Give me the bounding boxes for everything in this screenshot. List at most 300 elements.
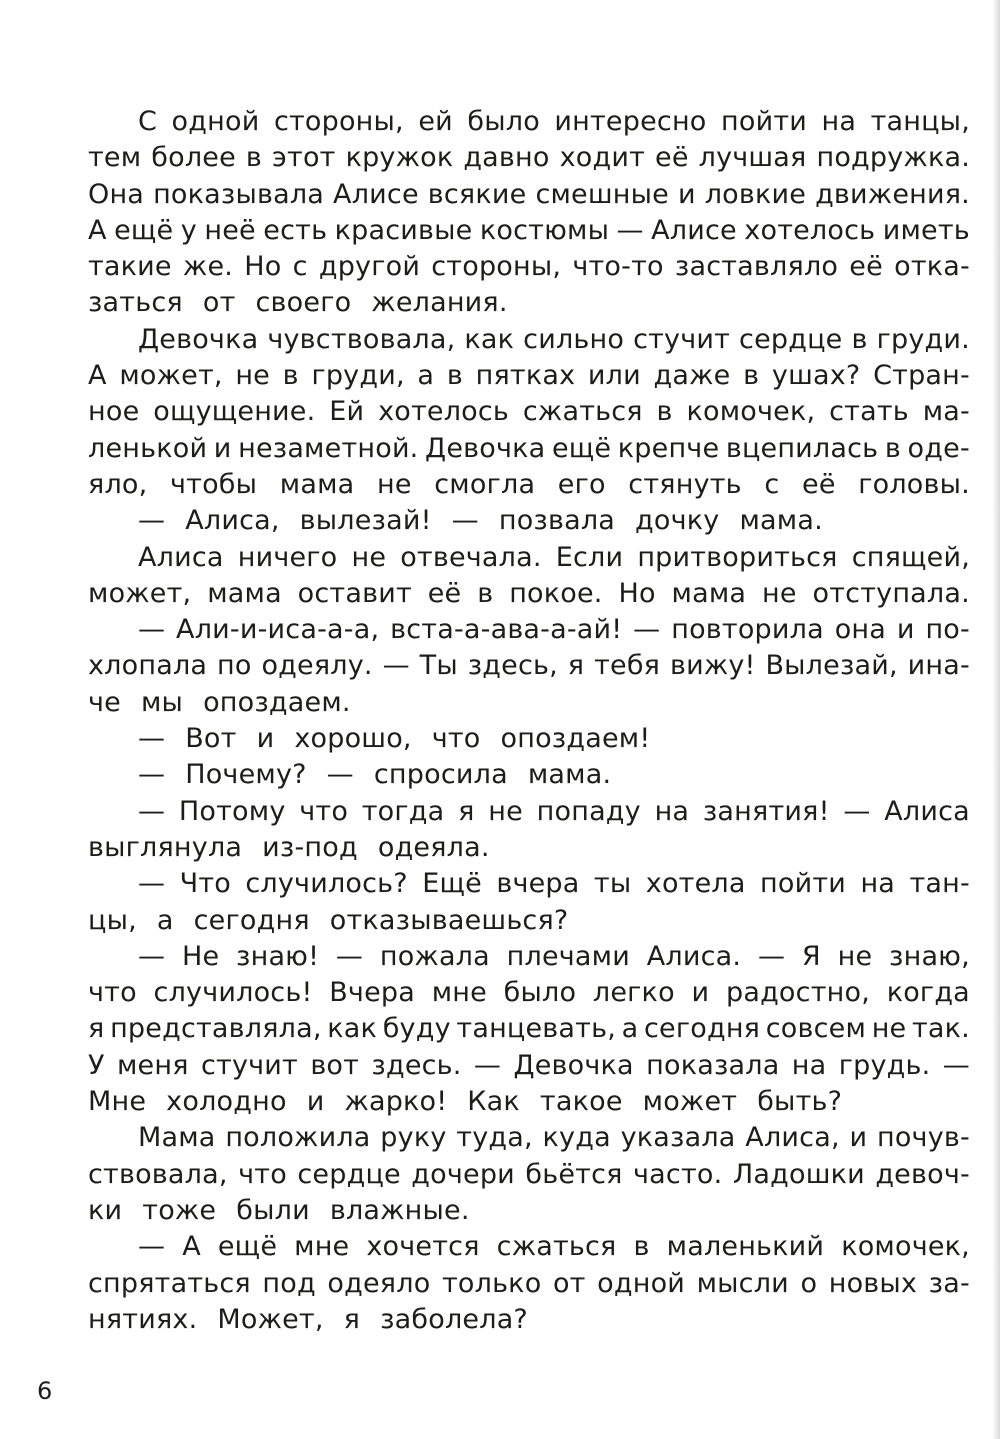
word: по- bbox=[925, 614, 970, 646]
word: красивые bbox=[334, 214, 473, 246]
word: куда bbox=[542, 1122, 611, 1154]
word: Ещё bbox=[422, 868, 482, 900]
word: а bbox=[156, 904, 174, 936]
text-line bbox=[88, 285, 970, 321]
word: сегодня bbox=[644, 1013, 761, 1045]
word: — bbox=[138, 940, 166, 972]
text-line bbox=[88, 1193, 970, 1229]
text-line bbox=[88, 830, 970, 866]
word: движения. bbox=[815, 178, 970, 210]
word: Алисе bbox=[333, 178, 419, 210]
word: в bbox=[446, 360, 463, 392]
word: что bbox=[88, 977, 137, 1009]
word: Алиса, bbox=[185, 505, 280, 537]
word: отвечала. bbox=[400, 541, 542, 573]
word: было bbox=[503, 977, 577, 1009]
word: сердце bbox=[297, 1158, 401, 1190]
word: мама. bbox=[527, 759, 612, 791]
word: такое bbox=[539, 1086, 623, 1118]
word: хотела bbox=[645, 868, 746, 900]
word: головы. bbox=[858, 468, 970, 500]
body-text bbox=[88, 104, 970, 1338]
word: ходит bbox=[559, 142, 646, 174]
word: из-под bbox=[262, 831, 358, 863]
text-line bbox=[88, 721, 970, 757]
word: тем bbox=[88, 142, 142, 174]
word: Может, bbox=[217, 1303, 324, 1335]
word: заставляло bbox=[674, 251, 839, 283]
word: его bbox=[557, 468, 606, 500]
word: ушах? bbox=[771, 360, 861, 392]
word: здесь, bbox=[467, 650, 558, 682]
word: че bbox=[88, 686, 121, 718]
word: ина- bbox=[907, 650, 970, 682]
text-line bbox=[88, 104, 970, 140]
word: А bbox=[88, 360, 107, 392]
word: на bbox=[654, 795, 690, 827]
word: я bbox=[88, 1013, 105, 1045]
text-line bbox=[88, 1266, 970, 1302]
word: Алиса. bbox=[646, 940, 742, 972]
word: не bbox=[351, 541, 387, 573]
word: её bbox=[802, 468, 836, 500]
word: яло, bbox=[88, 468, 148, 500]
text-line bbox=[88, 1302, 970, 1338]
word: — bbox=[138, 723, 166, 755]
word: Но bbox=[618, 577, 656, 609]
word: знаю, bbox=[889, 940, 970, 972]
word: ствовала, bbox=[88, 1158, 228, 1190]
word: в bbox=[245, 142, 263, 174]
word: в bbox=[656, 396, 673, 428]
word: ленькой bbox=[88, 432, 208, 464]
word: указала bbox=[620, 1122, 736, 1154]
word: почув- bbox=[876, 1122, 970, 1154]
word: Ладошки bbox=[732, 1158, 865, 1190]
word: ки bbox=[88, 1194, 123, 1226]
text-line bbox=[88, 612, 970, 648]
text-line bbox=[88, 1011, 970, 1047]
word: ещё bbox=[551, 432, 612, 464]
word: — bbox=[616, 214, 644, 246]
word: на bbox=[791, 1049, 827, 1081]
word: может, bbox=[119, 360, 223, 392]
word: тан- bbox=[909, 868, 970, 900]
word: более bbox=[151, 142, 236, 174]
word: хорошо, bbox=[294, 723, 412, 755]
text-line bbox=[88, 540, 970, 576]
word: Ей bbox=[329, 396, 365, 428]
word: такие bbox=[88, 251, 172, 283]
word: часто. bbox=[633, 1158, 723, 1190]
text-line bbox=[88, 322, 970, 358]
word: не bbox=[837, 940, 873, 972]
word: — bbox=[451, 505, 479, 537]
word: её bbox=[655, 142, 689, 174]
word: чтобы bbox=[170, 468, 258, 500]
word: влажные. bbox=[329, 1194, 470, 1226]
word: — bbox=[757, 940, 786, 972]
word: и bbox=[213, 432, 232, 464]
word: не bbox=[488, 795, 523, 827]
word: не bbox=[871, 1013, 907, 1045]
word: в bbox=[633, 1231, 650, 1263]
word: Стран- bbox=[873, 360, 970, 392]
word: ощущение. bbox=[153, 396, 316, 428]
word: и bbox=[256, 723, 275, 755]
text-line bbox=[88, 467, 970, 503]
text-line bbox=[88, 140, 970, 176]
word: груди. bbox=[876, 323, 970, 355]
word: Али-и-иса-а-а, bbox=[176, 614, 380, 646]
word: Но bbox=[244, 251, 282, 283]
word: грудь. bbox=[838, 1049, 931, 1081]
word: Вчера bbox=[329, 977, 415, 1009]
word: так. bbox=[911, 1013, 970, 1045]
word: неё bbox=[204, 214, 256, 246]
word: жарко! bbox=[344, 1086, 448, 1118]
word: не bbox=[762, 577, 797, 609]
word: оде- bbox=[907, 432, 970, 464]
word: Девочка bbox=[138, 323, 259, 355]
word: меня bbox=[116, 1049, 189, 1081]
word: — bbox=[138, 1231, 166, 1263]
word: сильно bbox=[523, 323, 625, 355]
word: есть bbox=[263, 214, 328, 246]
word: одеялу. bbox=[261, 650, 373, 682]
word: мама. bbox=[739, 505, 823, 537]
text-line bbox=[88, 249, 970, 285]
word: случилось? bbox=[245, 868, 408, 900]
word: одной bbox=[597, 1267, 686, 1299]
word: радостно, bbox=[725, 977, 870, 1009]
word: пойти bbox=[760, 868, 847, 900]
word: на bbox=[860, 868, 896, 900]
word: оставит bbox=[297, 577, 412, 609]
word: Как bbox=[467, 1086, 520, 1118]
word: мама bbox=[671, 577, 747, 609]
word: У bbox=[88, 1049, 105, 1081]
word: сжаться bbox=[522, 396, 643, 428]
text-line bbox=[88, 503, 970, 539]
word: — bbox=[942, 1049, 970, 1081]
page-number: 6 bbox=[37, 1377, 53, 1405]
word: как bbox=[464, 323, 515, 355]
word: показала bbox=[646, 1049, 780, 1081]
word: в bbox=[282, 360, 299, 392]
word: — bbox=[843, 795, 871, 827]
word: мама bbox=[279, 468, 355, 500]
word: Вылезай, bbox=[765, 650, 898, 682]
word: в bbox=[477, 577, 494, 609]
word: комочек, bbox=[686, 396, 816, 428]
word: опоздаем! bbox=[500, 723, 651, 755]
word: было bbox=[467, 106, 540, 137]
word: стучит bbox=[633, 323, 731, 355]
text-line bbox=[88, 177, 970, 213]
word: крепче bbox=[617, 432, 720, 464]
word: костюмы bbox=[479, 214, 610, 246]
word: одеяла. bbox=[377, 831, 490, 863]
word: о bbox=[800, 1267, 818, 1299]
word: мы bbox=[140, 686, 184, 718]
word: и bbox=[677, 178, 696, 210]
text-line bbox=[88, 685, 970, 721]
word: подружка. bbox=[816, 142, 970, 174]
word: от bbox=[202, 287, 236, 319]
word: представляла, bbox=[110, 1013, 322, 1045]
word: по bbox=[217, 650, 252, 682]
word: и bbox=[896, 614, 915, 646]
word: — bbox=[326, 759, 354, 791]
word: мысли bbox=[696, 1267, 789, 1299]
word: спящей, bbox=[851, 541, 970, 573]
word: девоч- bbox=[875, 1158, 970, 1190]
word: в bbox=[884, 432, 901, 464]
word: стать bbox=[829, 396, 909, 428]
text-line bbox=[88, 358, 970, 394]
word: тебя bbox=[594, 650, 661, 682]
word: Что bbox=[179, 868, 231, 900]
word: совсем bbox=[765, 1013, 867, 1045]
word: или bbox=[587, 360, 641, 392]
word: вчера bbox=[496, 868, 580, 900]
text-line bbox=[88, 757, 970, 793]
word: повторила bbox=[671, 614, 824, 646]
word: я bbox=[567, 650, 585, 682]
page-edge-shadow bbox=[992, 0, 1000, 1439]
word: тогда bbox=[361, 795, 445, 827]
word: смешные bbox=[535, 178, 669, 210]
text-line bbox=[88, 431, 970, 467]
word: вот bbox=[310, 1049, 360, 1081]
word: а bbox=[417, 360, 435, 392]
word: мама bbox=[207, 577, 282, 609]
word: заться bbox=[88, 287, 183, 319]
word: хочется bbox=[366, 1231, 480, 1263]
word: Девочка bbox=[425, 432, 546, 464]
text-line bbox=[88, 866, 970, 902]
word: своего bbox=[255, 287, 352, 319]
word: притвориться bbox=[637, 541, 838, 573]
word: у bbox=[180, 214, 197, 246]
text-line bbox=[88, 213, 970, 249]
text-line bbox=[88, 1157, 970, 1193]
word: и bbox=[306, 1086, 325, 1118]
word: на bbox=[821, 106, 857, 137]
word: отступала. bbox=[812, 577, 970, 609]
word: Вот bbox=[185, 723, 237, 755]
word: интересно bbox=[554, 106, 707, 137]
word: только bbox=[441, 1267, 542, 1299]
word: ничего bbox=[237, 541, 338, 573]
word: туда, bbox=[456, 1122, 533, 1154]
word: буду bbox=[382, 1013, 451, 1045]
word: танцевать, bbox=[456, 1013, 616, 1045]
word: — bbox=[138, 505, 166, 537]
word: попаду bbox=[536, 795, 641, 827]
word: пятках bbox=[475, 360, 576, 392]
word: цы, bbox=[88, 904, 137, 936]
word: же. bbox=[182, 251, 234, 283]
word: этот bbox=[272, 142, 336, 174]
word: заболела? bbox=[380, 1303, 528, 1335]
text-line bbox=[88, 576, 970, 612]
word: бьётся bbox=[525, 1158, 623, 1190]
word: положила bbox=[225, 1122, 371, 1154]
word: Мне bbox=[88, 1086, 147, 1118]
word: плечами bbox=[506, 940, 630, 972]
word: под bbox=[262, 1267, 316, 1299]
word: хотелось bbox=[744, 214, 876, 246]
text-line bbox=[88, 794, 970, 830]
word: здесь. bbox=[371, 1049, 462, 1081]
word: её bbox=[427, 577, 462, 609]
word: вылезай! bbox=[299, 505, 432, 537]
word: одеяло bbox=[327, 1267, 431, 1299]
word: чувствовала, bbox=[267, 323, 456, 355]
word: вижу! bbox=[669, 650, 756, 682]
word: даже bbox=[653, 360, 731, 392]
word: пожала bbox=[379, 940, 490, 972]
word: Я bbox=[801, 940, 821, 972]
word: комочек, bbox=[841, 1231, 970, 1263]
text-line bbox=[88, 1084, 970, 1120]
word: случилось! bbox=[153, 977, 313, 1009]
word: Если bbox=[555, 541, 624, 573]
word: ма- bbox=[922, 396, 970, 428]
text-line bbox=[88, 1120, 970, 1156]
word: — bbox=[138, 614, 166, 646]
word: Алиса bbox=[884, 795, 970, 827]
word: в bbox=[851, 323, 868, 355]
word: Ты bbox=[419, 650, 458, 682]
text-line bbox=[88, 975, 970, 1011]
word: показывала bbox=[153, 178, 325, 210]
word: она bbox=[834, 614, 887, 646]
word: стянуть bbox=[628, 468, 742, 500]
word: А bbox=[182, 1231, 201, 1263]
word: — bbox=[473, 1049, 502, 1081]
word: опоздаем. bbox=[203, 686, 351, 718]
word: Девочка bbox=[513, 1049, 634, 1081]
word: Почему? bbox=[185, 759, 307, 791]
word: ей bbox=[418, 106, 453, 137]
word: — bbox=[633, 614, 661, 646]
word: С bbox=[138, 106, 158, 137]
word: быть? bbox=[757, 1086, 843, 1118]
word: иметь bbox=[882, 214, 970, 246]
word: когда bbox=[886, 977, 970, 1009]
word: отка- bbox=[894, 251, 970, 283]
word: а bbox=[621, 1013, 639, 1045]
word: покое. bbox=[509, 577, 603, 609]
word: — bbox=[138, 795, 166, 827]
word: ное bbox=[88, 396, 140, 428]
word: Алисе bbox=[651, 214, 737, 246]
word: одной bbox=[171, 106, 260, 137]
word: А bbox=[88, 214, 107, 246]
word: что bbox=[431, 723, 481, 755]
word: отказываешься? bbox=[329, 904, 569, 936]
word: ещё bbox=[114, 214, 174, 246]
word: Алиса, bbox=[745, 1122, 840, 1154]
word: — bbox=[138, 868, 166, 900]
word: дочку bbox=[635, 505, 720, 537]
word: хотелось bbox=[378, 396, 510, 428]
word: ловкие bbox=[704, 178, 807, 210]
word: незаметной. bbox=[238, 432, 419, 464]
word: стороны, bbox=[273, 106, 404, 137]
word: другой bbox=[318, 251, 421, 283]
word: — bbox=[382, 650, 410, 682]
word: за- bbox=[928, 1267, 970, 1299]
word: знаю! bbox=[236, 940, 320, 972]
word: лучшая bbox=[698, 142, 807, 174]
word: — bbox=[138, 759, 166, 791]
word: от bbox=[552, 1267, 586, 1299]
word: её bbox=[849, 251, 883, 283]
word: ты bbox=[593, 868, 632, 900]
word: тоже bbox=[142, 1194, 217, 1226]
word: что-то bbox=[572, 251, 664, 283]
word: я bbox=[343, 1303, 361, 1335]
word: как bbox=[327, 1013, 378, 1045]
word: что bbox=[238, 1158, 287, 1190]
text-line bbox=[88, 394, 970, 430]
word: спрятаться bbox=[88, 1267, 251, 1299]
word: новых bbox=[828, 1267, 918, 1299]
word: Не bbox=[181, 940, 220, 972]
word: сердце bbox=[739, 323, 843, 355]
word: занятия! bbox=[702, 795, 830, 827]
word: Алиса bbox=[138, 541, 224, 573]
word: кружок bbox=[345, 142, 454, 174]
word: — bbox=[335, 940, 364, 972]
text-line bbox=[88, 1048, 970, 1084]
word: не bbox=[235, 360, 270, 392]
word: хлопала bbox=[88, 650, 208, 682]
word: что bbox=[299, 795, 349, 827]
word: смогла bbox=[434, 468, 536, 500]
word: Она bbox=[88, 178, 145, 210]
word: груди, bbox=[311, 360, 405, 392]
word: желания. bbox=[371, 287, 508, 319]
word: давно bbox=[463, 142, 550, 174]
word: вста-а-ава-а-ай! bbox=[390, 614, 623, 646]
word: не bbox=[377, 468, 412, 500]
word: я bbox=[458, 795, 475, 827]
word: позвала bbox=[498, 505, 616, 537]
word: с bbox=[764, 468, 780, 500]
text-line bbox=[88, 939, 970, 975]
word: стучит bbox=[201, 1049, 298, 1081]
word: руку bbox=[380, 1122, 447, 1154]
word: в bbox=[743, 360, 760, 392]
word: сегодня bbox=[193, 904, 310, 936]
word: выглянула bbox=[88, 831, 243, 863]
word: были bbox=[236, 1194, 310, 1226]
word: с bbox=[292, 251, 308, 283]
word: мне bbox=[294, 1231, 350, 1263]
word: может, bbox=[88, 577, 192, 609]
text-line bbox=[88, 1229, 970, 1265]
text-line bbox=[88, 903, 970, 939]
word: Мама bbox=[138, 1122, 216, 1154]
word: ещё bbox=[217, 1231, 278, 1263]
word: всякие bbox=[427, 178, 527, 210]
text-line bbox=[88, 648, 970, 684]
